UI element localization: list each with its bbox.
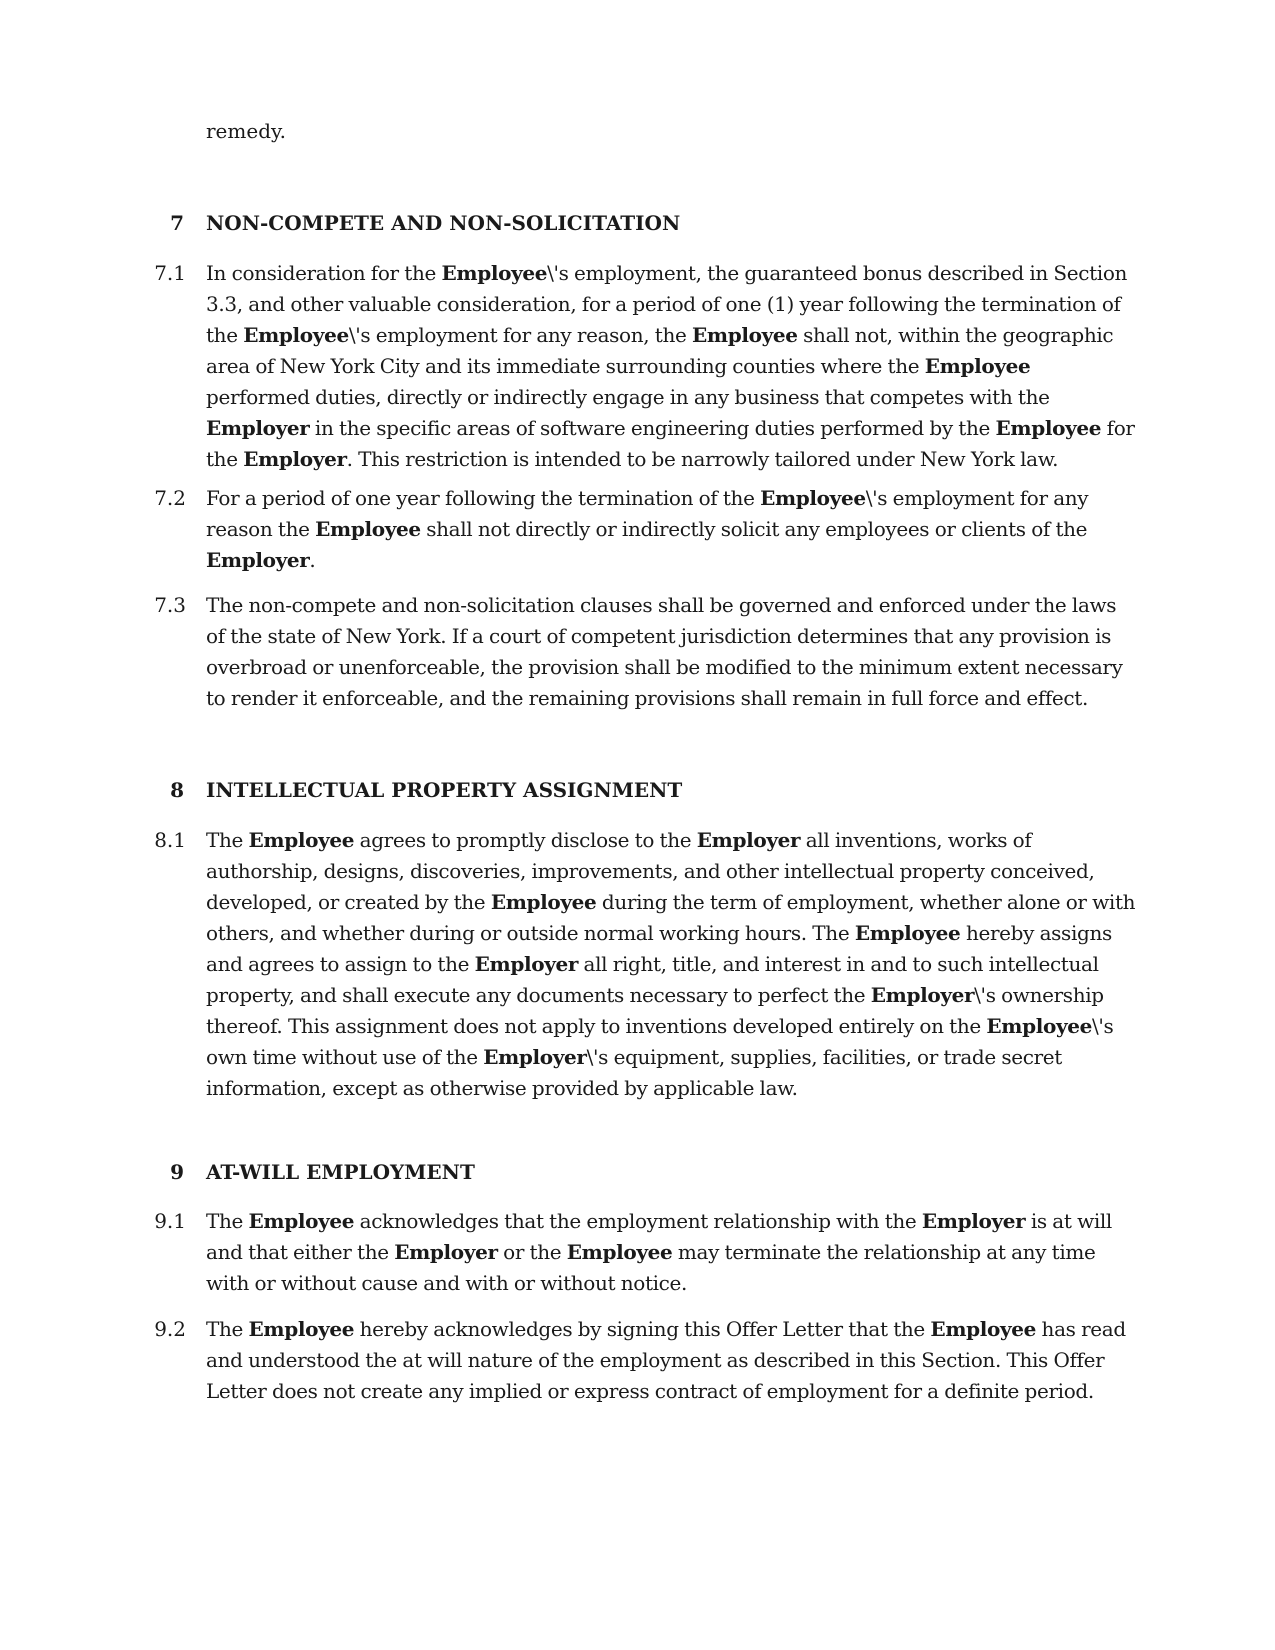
clause-segment: all inventions, works of authorship, designs, discoveries, improvements, and other intellectual property conceived, developed, or created by the: [206, 828, 1095, 914]
clause-segment: \'s ownership thereof. This assignment does not apply to inventions developed entirely on the: [206, 983, 1104, 1038]
defined-term: Employee: [995, 416, 1102, 440]
clause-segment: The non-compete and non-solicitation clauses shall be governed and enforced under the laws of the state of New York. If a court of competent jurisdiction determines that any provision is overbroad or unenforceable, the provision shall be modified to the minimum extent necessary to render it enforceable, and the remaining provisions shall remain in full force and effect.: [206, 593, 1123, 710]
defined-term: Employee: [924, 354, 1031, 378]
clause-segment: agrees to promptly disclose to the: [354, 828, 697, 852]
defined-term: Employee: [854, 921, 961, 945]
defined-term: Employee: [248, 828, 355, 852]
clause-segment: during the term of employment, whether alone or with others, and whether during or outside normal working hours. The: [206, 890, 1136, 945]
clause-segment: may terminate the relationship at any time with or without cause and with or without notice.: [206, 1240, 1096, 1295]
clause-text: [206, 590, 1136, 714]
clause-segment: for the: [206, 416, 1135, 471]
defined-term: Employer: [394, 1240, 498, 1264]
defined-term: Employee: [692, 323, 798, 347]
clause-number: 9.1: [154, 1209, 186, 1233]
clause-number: 7.3: [154, 593, 186, 617]
clause-segment: The: [206, 1317, 249, 1341]
defined-term: Employee: [566, 1240, 673, 1264]
continuation-text: remedy.: [206, 119, 286, 143]
defined-term: Employer: [474, 952, 579, 976]
defined-term: Employee: [760, 486, 866, 510]
clause-segment: or the: [497, 1240, 567, 1264]
clause-text: [206, 825, 1136, 1104]
clause-segment: all right, title, and interest in and to such intellectual property, and shall execute any documents necessary to perfect the: [206, 952, 1099, 1007]
clause-segment: shall not directly or indirectly solicit any employees or clients of the: [420, 517, 1088, 541]
section-title: NON-COMPETE AND NON-SOLICITATION: [206, 211, 681, 235]
clause-segment: in the specific areas of software engineering duties performed by the: [309, 416, 996, 440]
defined-term: Employee: [315, 517, 421, 541]
defined-term: Employer: [206, 416, 310, 440]
defined-term: Employer: [206, 548, 310, 572]
clause-segment: shall not, within the geographic area of New York City and its immediate surrounding counties where the: [206, 323, 1114, 378]
section-title: INTELLECTUAL PROPERTY ASSIGNMENT: [206, 778, 683, 802]
clause-segment: The: [206, 1209, 249, 1233]
clause-segment: is at will and that either the: [206, 1209, 1112, 1264]
clause-number: 7.1: [154, 261, 186, 285]
clause-segment: \'s own time without use of the: [206, 1014, 1114, 1069]
defined-term: Employer: [870, 983, 975, 1007]
clause-number: 9.2: [154, 1317, 186, 1341]
clause-segment: \'s equipment, supplies, facilities, or trade secret information, except as otherwise provided by applicable law.: [206, 1045, 1062, 1100]
clause-text: [206, 1206, 1136, 1299]
section-number: 7: [170, 211, 184, 235]
clause-segment: hereby assigns and agrees to assign to the: [206, 921, 1112, 976]
section-title: AT-WILL EMPLOYMENT: [206, 1160, 475, 1184]
defined-term: Employer: [696, 828, 801, 852]
defined-term: Employee: [930, 1317, 1037, 1341]
clause-number: 7.2: [154, 486, 186, 510]
clause-segment: For a period of one year following the termination of the: [206, 486, 761, 510]
clause-segment: . This restriction is intended to be narrowly tailored under New York law.: [346, 447, 1059, 471]
clause-segment: \'s employment for any reason the: [206, 486, 1089, 541]
defined-term: Employee: [248, 1209, 355, 1233]
clause-number: 8.1: [154, 828, 186, 852]
defined-term: Employee: [441, 261, 548, 285]
defined-term: Employer: [921, 1209, 1026, 1233]
section-number: 9: [170, 1160, 184, 1184]
defined-term: Employee: [248, 1317, 355, 1341]
defined-term: Employer: [243, 447, 347, 471]
clause-text: [206, 483, 1136, 576]
clause-segment: acknowledges that the employment relationship with the: [354, 1209, 922, 1233]
clause-segment: performed duties, directly or indirectly engage in any business that competes with the: [206, 385, 1050, 409]
defined-term: Employee: [243, 323, 349, 347]
defined-term: Employer: [483, 1045, 587, 1069]
defined-term: Employee: [986, 1014, 1092, 1038]
defined-term: Employee: [490, 890, 597, 914]
clause-segment: The: [206, 828, 249, 852]
clause-segment: In consideration for the: [206, 261, 442, 285]
clause-segment: .: [309, 548, 316, 572]
clause-segment: hereby acknowledges by signing this Offer Letter that the: [354, 1317, 931, 1341]
clause-segment: \'s employment for any reason, the: [348, 323, 693, 347]
clause-text: [206, 258, 1136, 475]
clause-text: [206, 1314, 1136, 1407]
clause-segment: has read and understood the at will nature of the employment as described in this Section. This Offer Letter does not create any implied or express contract of employment for a definite period.: [206, 1317, 1126, 1403]
section-number: 8: [170, 778, 184, 802]
clause-segment: \'s employment, the guaranteed bonus described in Section 3.3, and other valuable consideration, for a period of one (1) year following the termination of the: [206, 261, 1128, 347]
